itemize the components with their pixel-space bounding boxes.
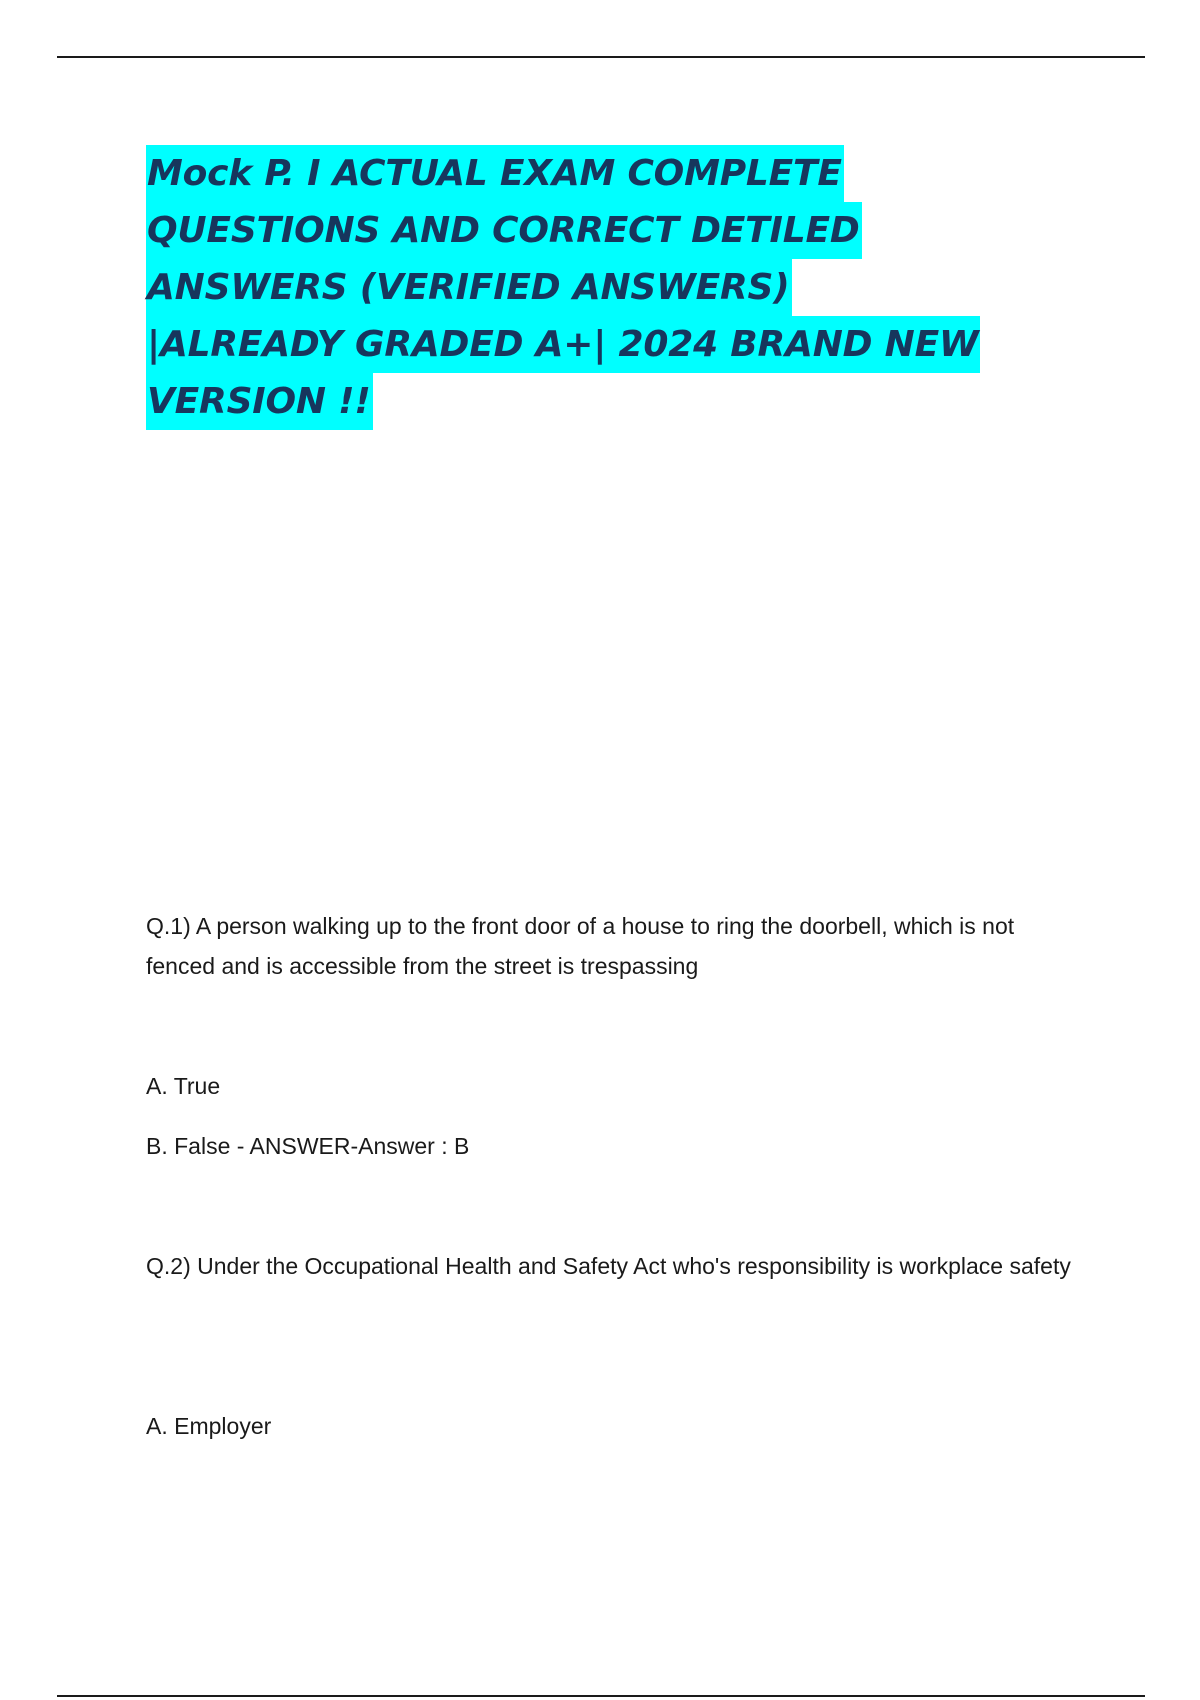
title-line-3: ANSWERS (VERIFIED ANSWERS) (146, 259, 792, 316)
question-1-option-b: B. False - ANSWER-Answer : B (146, 1133, 470, 1159)
title-line-1: Mock P. I ACTUAL EXAM COMPLETE (146, 145, 844, 202)
question-2-text: Q.2) Under the Occupational Health and Safety Act who's responsibility is workplace safety (146, 1253, 1071, 1279)
question-1-option-a: A. True (146, 1073, 221, 1099)
title-line-5: VERSION !! (146, 373, 373, 430)
title-line-4: |ALREADY GRADED A+| 2024 BRAND NEW (146, 316, 980, 373)
header-rule (57, 56, 1145, 58)
question-2-option-a: A. Employer (146, 1413, 272, 1439)
document-title (146, 145, 1106, 430)
title-line-2: QUESTIONS AND CORRECT DETILED (146, 202, 862, 259)
footer-rule (57, 1695, 1145, 1697)
question-1-text: Q.1) A person walking up to the front door of a house to ring the doorbell, which is not fenced and is accessible from the street is trespassing (146, 913, 1015, 979)
